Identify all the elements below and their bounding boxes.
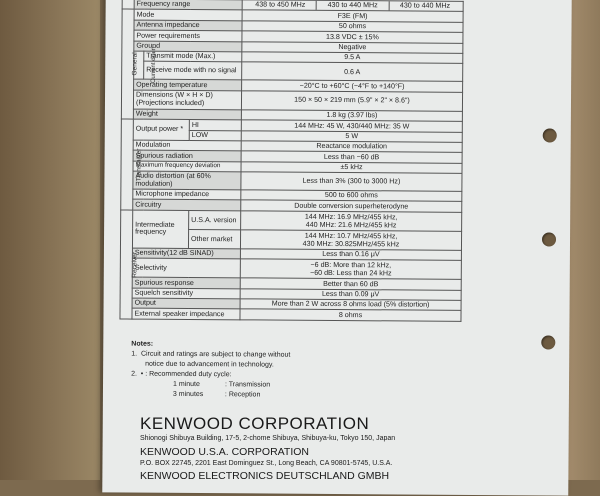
section-label-general: General xyxy=(121,9,134,119)
spec-label: Transmit mode (Max.) xyxy=(144,51,242,62)
duty-cycle-row: 3 minutes : Reception xyxy=(172,390,261,399)
spec-label: Output power * xyxy=(133,119,189,140)
spec-value: 430 to 440 MHz xyxy=(316,1,388,10)
spec-label: Squelch sensitivity xyxy=(132,288,240,299)
spec-label: Antenna impedance xyxy=(134,20,242,31)
spec-label: Modulation xyxy=(133,140,241,151)
note-item-continued: notice due to advancement in technology. xyxy=(145,360,274,369)
spec-value: Less than −60 dB xyxy=(241,151,462,163)
spec-value: Less than 3% (300 to 3000 Hz) xyxy=(241,172,462,192)
spec-value: More than 2 W across 8 ohms load (5% distortion) xyxy=(240,299,461,311)
note-item: 2. • : Recommended duty cycle: xyxy=(131,370,232,379)
spec-value: Less than 0.09 μV xyxy=(240,288,461,300)
binder-hole xyxy=(541,335,555,349)
binder-hole xyxy=(542,232,556,246)
spec-value: 50 ohms xyxy=(242,21,463,33)
spec-value: Negative xyxy=(242,41,463,53)
spec-value: 0.6 A xyxy=(242,62,463,82)
table-row xyxy=(122,61,463,81)
usa-corporation-address: P.O. BOX 22745, 2201 East Dominguez St., Long Beach, CA 90801-5745, U.S.A. xyxy=(140,460,393,467)
spec-label: Circuitry xyxy=(133,200,241,211)
spec-label: Sensitivity(12 dB SINAD) xyxy=(132,248,240,259)
spec-label: Operating temperature xyxy=(134,79,242,90)
note-item: 1. Circuit and ratings are subject to change without xyxy=(131,350,291,359)
spec-value: 5 W xyxy=(241,130,462,142)
spec-value: 144 MHz: 16.9 MHz/455 kHz, 440 MHz: 21.6 MHz/455 kHz xyxy=(241,211,462,232)
spec-label: Output xyxy=(132,298,240,309)
sub-section-current-drain: Current drain xyxy=(134,51,144,79)
table-row xyxy=(121,90,462,111)
spec-label: Intermediate frequency xyxy=(132,210,188,248)
spec-value: 150 × 50 × 219 mm (5.9" × 2" × 8.6") xyxy=(241,91,462,112)
spec-label: Power requirements xyxy=(134,30,242,41)
background-left xyxy=(0,0,100,480)
spec-value: ±5 kHz xyxy=(241,162,462,174)
spec-label: Audio distortion (at 60% modulation) xyxy=(133,171,241,190)
spec-label: Ground xyxy=(134,41,242,52)
spec-value: Double conversion superheterodyne xyxy=(241,200,462,212)
spec-label: Mode xyxy=(134,9,242,20)
binder-hole xyxy=(543,128,557,142)
spec-label: Spurious radiation xyxy=(133,150,241,161)
spec-label: Dimensions (W × H × D) (Projections included) xyxy=(133,90,241,110)
spec-value: Reactance modulation xyxy=(241,141,462,153)
spec-sublabel: U.S.A. version xyxy=(189,210,241,229)
spec-value: 500 to 600 ohms xyxy=(241,190,462,202)
section-label-transmitter: Transmitter xyxy=(121,119,134,210)
spec-value: 1.8 kg (3.97 lbs) xyxy=(241,110,462,122)
spec-sublabel: LOW xyxy=(189,130,241,141)
spec-value: 144 MHz: 10.7 MHz/455 kHz, 430 MHz: 30.825MHz/455 kHz xyxy=(240,230,461,251)
spec-value: 13.8 VDC ± 15% xyxy=(242,31,463,43)
spec-value: −20°C to +60°C (−4°F to +140°F) xyxy=(242,80,463,92)
germany-corporation-name: KENWOOD ELECTRONICS DEUTSCHLAND GMBH xyxy=(140,470,390,482)
spec-sublabel: HI xyxy=(189,120,241,131)
spec-label: Receive mode with no signal xyxy=(144,61,242,80)
spec-value: F3E (FM) xyxy=(242,10,463,22)
specifications-table xyxy=(119,0,463,322)
spec-value: −6 dB: More than 12 kHz, −60 dB: Less than 24 kHz xyxy=(240,259,461,280)
spec-value: Less than 0.16 μV xyxy=(240,249,461,261)
spec-label: Frequency range xyxy=(134,0,242,10)
spec-label: Spurious response xyxy=(132,277,240,288)
notes-title: Notes: xyxy=(131,340,154,348)
spec-value: 8 ohms xyxy=(240,309,461,321)
spec-value: 9.5 A xyxy=(242,52,463,64)
section-label-receiver: Receiver xyxy=(120,210,133,319)
table-row xyxy=(120,308,461,321)
spec-sublabel: Other market xyxy=(188,229,240,248)
spec-value: Better than 60 dB xyxy=(240,278,461,290)
spec-label: Maximum frequency deviation xyxy=(133,161,241,172)
notes-section xyxy=(131,340,291,401)
spec-value: 438 to 450 MHz xyxy=(255,0,306,10)
table-row xyxy=(121,210,462,231)
corporation-address: Shionogi Shibuya Building, 17-5, 2-chome Shibuya, Shibuya-ku, Tokyo 150, Japan xyxy=(140,435,396,442)
spec-value: 144 MHz: 45 W, 430/440 MHz: 35 W xyxy=(241,120,462,132)
table-row xyxy=(121,171,462,191)
spec-value: 430 to 440 MHz xyxy=(388,2,460,11)
spec-label: Microphone impedance xyxy=(133,189,241,200)
duty-cycle-row: 1 minute : Transmission xyxy=(172,380,271,389)
spec-label: External speaker impedance xyxy=(132,308,240,319)
usa-corporation-name: KENWOOD U.S.A. CORPORATION xyxy=(140,446,309,458)
table-row xyxy=(120,258,461,279)
spec-label: Weight xyxy=(133,109,241,120)
spec-label: Selectivity xyxy=(132,258,240,278)
corporation-name: KENWOOD CORPORATION xyxy=(140,414,370,433)
